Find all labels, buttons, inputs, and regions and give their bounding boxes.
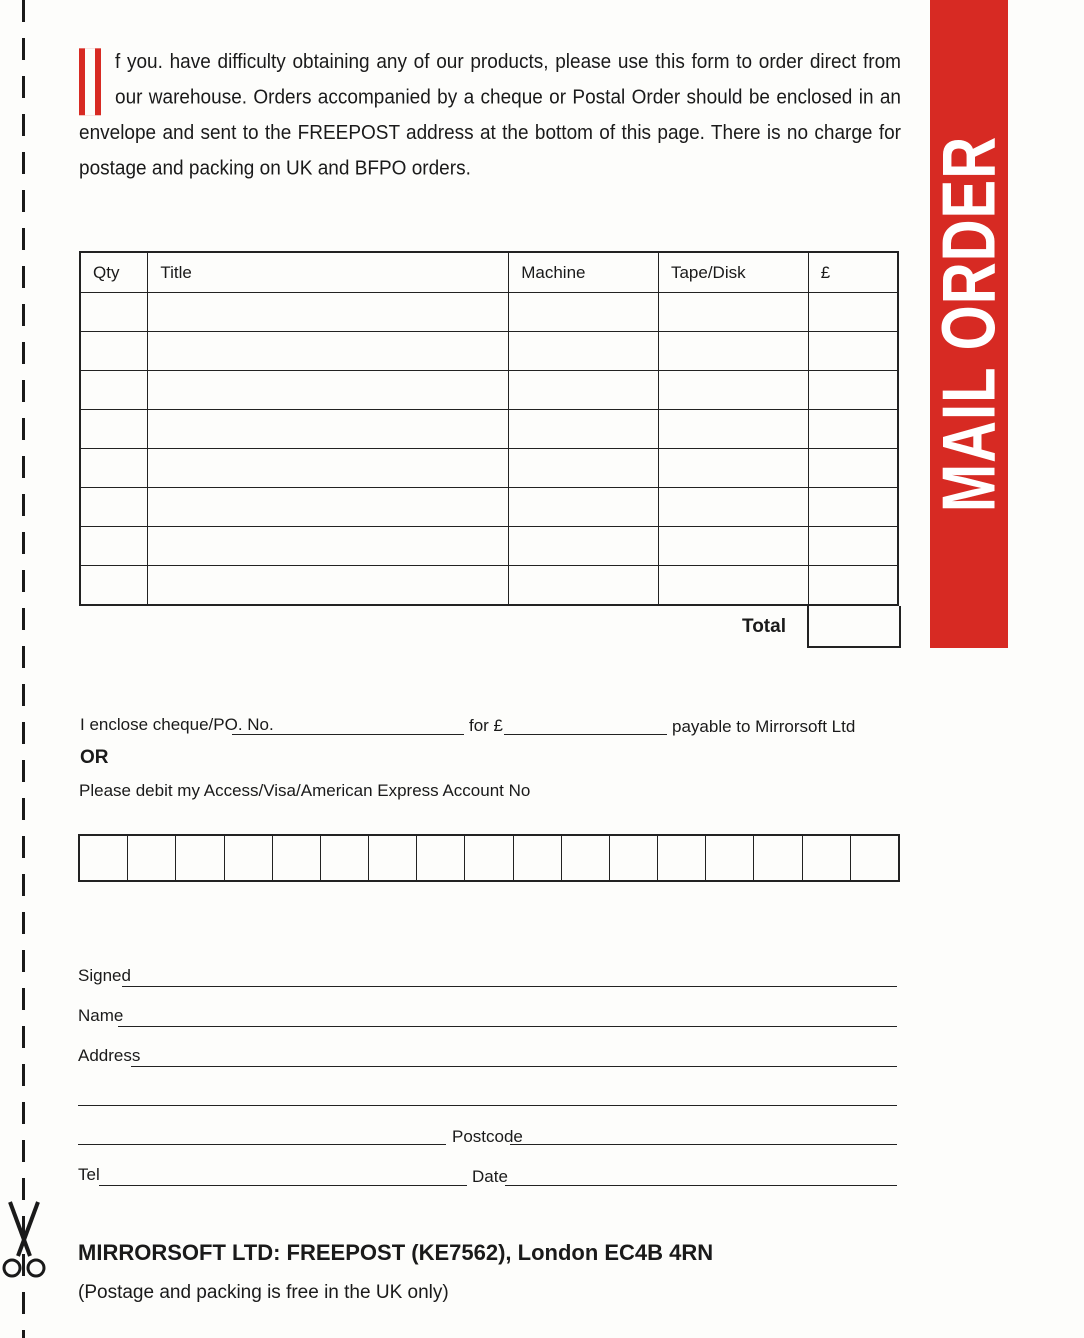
tel-label: Tel xyxy=(78,1165,100,1184)
cell-qty[interactable] xyxy=(80,527,148,566)
card-digit-box[interactable] xyxy=(610,836,658,880)
tel-field[interactable] xyxy=(99,1185,467,1186)
order-table-header xyxy=(80,252,898,293)
cell-title[interactable] xyxy=(148,410,509,449)
card-digit-box[interactable] xyxy=(706,836,754,880)
table-row xyxy=(80,488,898,527)
payable-label: payable to Mirrorsoft Ltd xyxy=(672,717,856,736)
header-price: £ xyxy=(808,252,898,293)
order-table xyxy=(79,251,899,606)
cell-machine[interactable] xyxy=(509,410,659,449)
cell-title[interactable] xyxy=(148,527,509,566)
card-digit-box[interactable] xyxy=(803,836,851,880)
cell-qty[interactable] xyxy=(80,371,148,410)
freepost-address: MIRRORSOFT LTD: FREEPOST (KE7562), London EC4B 4RN xyxy=(78,1240,714,1265)
address-field-line-2[interactable] xyxy=(78,1105,897,1106)
address-label: Address xyxy=(78,1046,141,1065)
date-label: Date xyxy=(472,1167,508,1186)
card-digit-box[interactable] xyxy=(658,836,706,880)
cell-machine[interactable] xyxy=(509,332,659,371)
or-label: OR xyxy=(80,747,109,768)
cheque-label: I enclose cheque/PO. No. xyxy=(80,715,274,734)
cell-qty[interactable] xyxy=(80,488,148,527)
cell-tape-disk[interactable] xyxy=(658,371,808,410)
cell-tape-disk[interactable] xyxy=(658,449,808,488)
card-digit-box[interactable] xyxy=(754,836,802,880)
cell-price[interactable] xyxy=(808,488,898,527)
cell-qty[interactable] xyxy=(80,410,148,449)
date-field[interactable] xyxy=(505,1185,897,1186)
header-title: Title xyxy=(148,252,509,293)
cell-machine[interactable] xyxy=(509,449,659,488)
table-row xyxy=(80,527,898,566)
card-digit-box[interactable] xyxy=(417,836,465,880)
header-machine: Machine xyxy=(509,252,659,293)
cell-price[interactable] xyxy=(808,371,898,410)
header-tape-disk: Tape/Disk xyxy=(658,252,808,293)
name-label: Name xyxy=(78,1006,124,1025)
header-qty: Qty xyxy=(80,252,148,293)
cell-price[interactable] xyxy=(808,449,898,488)
for-label: for £ xyxy=(469,716,504,735)
card-digit-box[interactable] xyxy=(514,836,562,880)
mail-order-banner xyxy=(926,0,1012,648)
table-row xyxy=(80,332,898,371)
postcode-field[interactable] xyxy=(510,1144,897,1145)
cell-machine[interactable] xyxy=(509,566,659,606)
card-digit-box[interactable] xyxy=(80,836,128,880)
cell-tape-disk[interactable] xyxy=(658,527,808,566)
cheque-amount-field[interactable] xyxy=(504,734,667,735)
cell-tape-disk[interactable] xyxy=(658,410,808,449)
table-row xyxy=(80,449,898,488)
name-field[interactable] xyxy=(118,1026,897,1027)
dropcap xyxy=(79,48,101,115)
card-digit-box[interactable] xyxy=(465,836,513,880)
cell-title[interactable] xyxy=(148,488,509,527)
card-digit-box[interactable] xyxy=(321,836,369,880)
cell-qty[interactable] xyxy=(80,566,148,606)
cell-title[interactable] xyxy=(148,332,509,371)
cell-tape-disk[interactable] xyxy=(658,566,808,606)
postage-note: (Postage and packing is free in the UK only) xyxy=(78,1282,449,1303)
table-row xyxy=(80,566,898,606)
cut-line xyxy=(22,0,25,1338)
cell-machine[interactable] xyxy=(509,488,659,527)
cell-machine[interactable] xyxy=(509,371,659,410)
cell-tape-disk[interactable] xyxy=(658,293,808,332)
cell-price[interactable] xyxy=(808,527,898,566)
cell-price[interactable] xyxy=(808,293,898,332)
cell-qty[interactable] xyxy=(80,449,148,488)
signed-label: Signed xyxy=(78,966,131,985)
cell-price[interactable] xyxy=(808,410,898,449)
card-digit-box[interactable] xyxy=(369,836,417,880)
cell-machine[interactable] xyxy=(509,293,659,332)
table-row xyxy=(80,371,898,410)
banner-title: MAIL ORDER xyxy=(926,135,1012,513)
card-digit-box[interactable] xyxy=(225,836,273,880)
cell-price[interactable] xyxy=(808,332,898,371)
intro-paragraph xyxy=(79,44,901,187)
cell-qty[interactable] xyxy=(80,332,148,371)
card-number-boxes xyxy=(78,834,900,882)
intro-text: f you. have difficulty obtaining any of our products, please use this form to order direct from our warehouse. Orders accompanied by a cheque or Postal Order should be enclosed in an envelope and sent to the FREEPOST address at the bottom of this page. There is no charge for postage and packing on UK and BFPO orders. xyxy=(79,50,901,181)
cell-tape-disk[interactable] xyxy=(658,488,808,527)
table-row xyxy=(80,410,898,449)
cheque-number-field[interactable] xyxy=(232,734,464,735)
table-row xyxy=(80,293,898,332)
postcode-label: Postcode xyxy=(452,1127,523,1146)
scissors-icon xyxy=(0,1198,48,1284)
total-label: Total xyxy=(742,616,786,637)
cell-title[interactable] xyxy=(148,566,509,606)
card-digit-box[interactable] xyxy=(128,836,176,880)
cell-title[interactable] xyxy=(148,449,509,488)
cell-machine[interactable] xyxy=(509,527,659,566)
card-digit-box[interactable] xyxy=(273,836,321,880)
address-field-line-1[interactable] xyxy=(131,1066,897,1067)
cell-price[interactable] xyxy=(808,566,898,606)
card-digit-box[interactable] xyxy=(562,836,610,880)
cell-title[interactable] xyxy=(148,293,509,332)
card-digit-box[interactable] xyxy=(176,836,224,880)
signature-field[interactable] xyxy=(122,986,897,987)
cell-qty[interactable] xyxy=(80,293,148,332)
total-field[interactable] xyxy=(807,606,901,648)
card-label: Please debit my Access/Visa/American Express Account No xyxy=(79,781,531,800)
cell-tape-disk[interactable] xyxy=(658,332,808,371)
address-field-line-3[interactable] xyxy=(78,1144,446,1145)
card-digit-box[interactable] xyxy=(851,836,898,880)
cell-title[interactable] xyxy=(148,371,509,410)
